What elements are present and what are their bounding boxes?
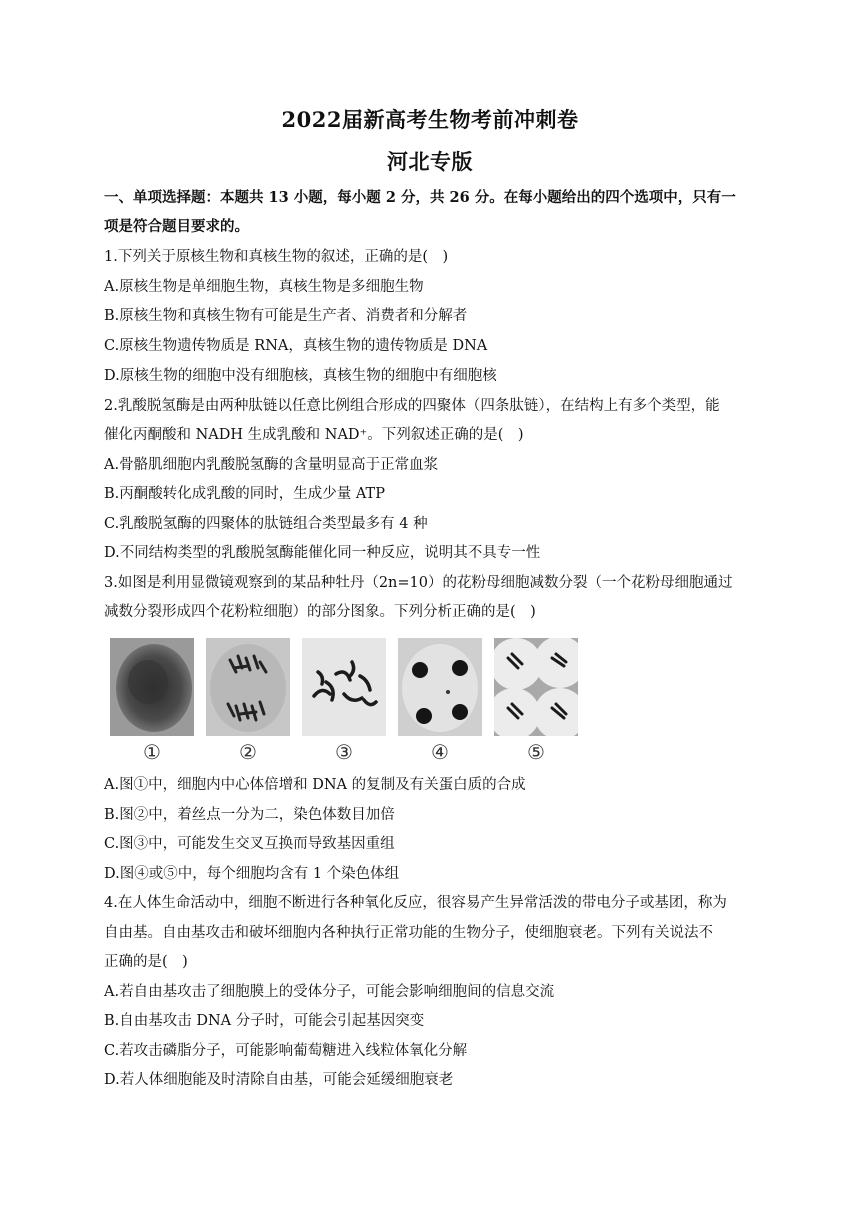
figure-label-4: ④ [431,740,449,764]
question-1-option-a: A.原核生物是单细胞生物，真核生物是多细胞生物 [104,279,424,295]
question-2-option-b: B.丙酮酸转化成乳酸的同时，生成少量 ATP [104,486,385,502]
question-3-option-a: A.图①中，细胞内中心体倍增和 DNA 的复制及有关蛋白质的合成 [104,777,526,793]
exam-title: 2022届新高考生物考前冲刺卷 [281,107,579,132]
question-4-option-a: A.若自由基攻击了细胞膜上的受体分子，可能会影响细胞间的信息交流 [104,984,555,1000]
question-1-option-b: B.原核生物和真核生物有可能是生产者、消费者和分解者 [104,308,468,324]
question-2-option-a: A.骨骼肌细胞内乳酸脱氢酶的含量明显高于正常血浆 [104,457,439,473]
question-1-option-d: D.原核生物的细胞中没有细胞核，真核生物的细胞中有细胞核 [104,368,497,384]
question-4-option-d: D.若人体细胞能及时清除自由基，可能会延缓细胞衰老 [104,1072,454,1088]
section-heading-cont: 项是符合题目要求的。 [104,218,249,235]
question-1-option-c: C.原核生物遗传物质是 RNA，真核生物的遗传物质是 DNA [104,338,488,354]
section-heading: 一、单项选择题：本题共 13 小题，每小题 2 分，共 26 分。在每小题给出的四个选项中，只有一 [104,189,736,206]
question-4-stem-cont: 自由基。自由基攻击和破坏细胞内各种执行正常功能的生物分子，使细胞衰老。下列有关说法不 [104,925,713,941]
question-2-stem: 2.乳酸脱氢酶是由两种肽链以任意比例组合形成的四聚体（四条肽链），在结构上有多个类型，能 [104,398,720,414]
question-3-stem: 3.如图是利用显微镜观察到的某品种牡丹（2n=10）的花粉母细胞减数分裂（一个花粉母细胞通过 [104,575,733,591]
question-2-stem-cont: 催化丙酮酸和 NADH 生成乳酸和 NAD⁺。下列叙述正确的是( ) [104,427,524,443]
micrograph-panel-4 [398,638,482,736]
micrograph-figure [108,632,588,768]
question-3-option-d: D.图④或⑤中，每个细胞均含有 1 个染色体组 [104,866,400,882]
micrograph-panel-1 [110,638,194,736]
question-4-option-b: B.自由基攻击 DNA 分子时，可能会引起基因突变 [104,1013,425,1029]
question-4-stem-cont-2: 正确的是( ) [104,954,188,970]
figure-label-1: ① [143,740,161,764]
question-4-stem: 4.在人体生命活动中，细胞不断进行各种氧化反应，很容易产生异常活泼的带电分子或基团，称为 [104,895,727,911]
question-2-option-d: D.不同结构类型的乳酸脱氢酶能催化同一种反应，说明其不具专一性 [104,545,541,561]
figure-label-2: ② [239,740,257,764]
micrograph-panel-5 [494,638,578,736]
question-3-stem-cont: 减数分裂形成四个花粉粒细胞）的部分图象。下列分析正确的是( ) [104,604,536,620]
question-3-option-c: C.图③中，可能发生交叉互换而导致基因重组 [104,836,395,852]
figure-label-3: ③ [335,740,353,764]
question-2-option-c: C.乳酸脱氢酶的四聚体的肽链组合类型最多有 4 种 [104,516,428,532]
micrograph-panel-3 [302,638,386,736]
micrograph-panel-2 [206,638,290,736]
exam-subtitle: 河北专版 [387,149,473,174]
question-1-stem: 1.下列关于原核生物和真核生物的叙述，正确的是( ) [104,249,449,265]
question-4-option-c: C.若攻击磷脂分子，可能影响葡萄糖进入线粒体氧化分解 [104,1043,468,1059]
figure-label-5: ⑤ [527,740,545,764]
question-3-option-b: B.图②中，着丝点一分为二，染色体数目加倍 [104,807,395,823]
